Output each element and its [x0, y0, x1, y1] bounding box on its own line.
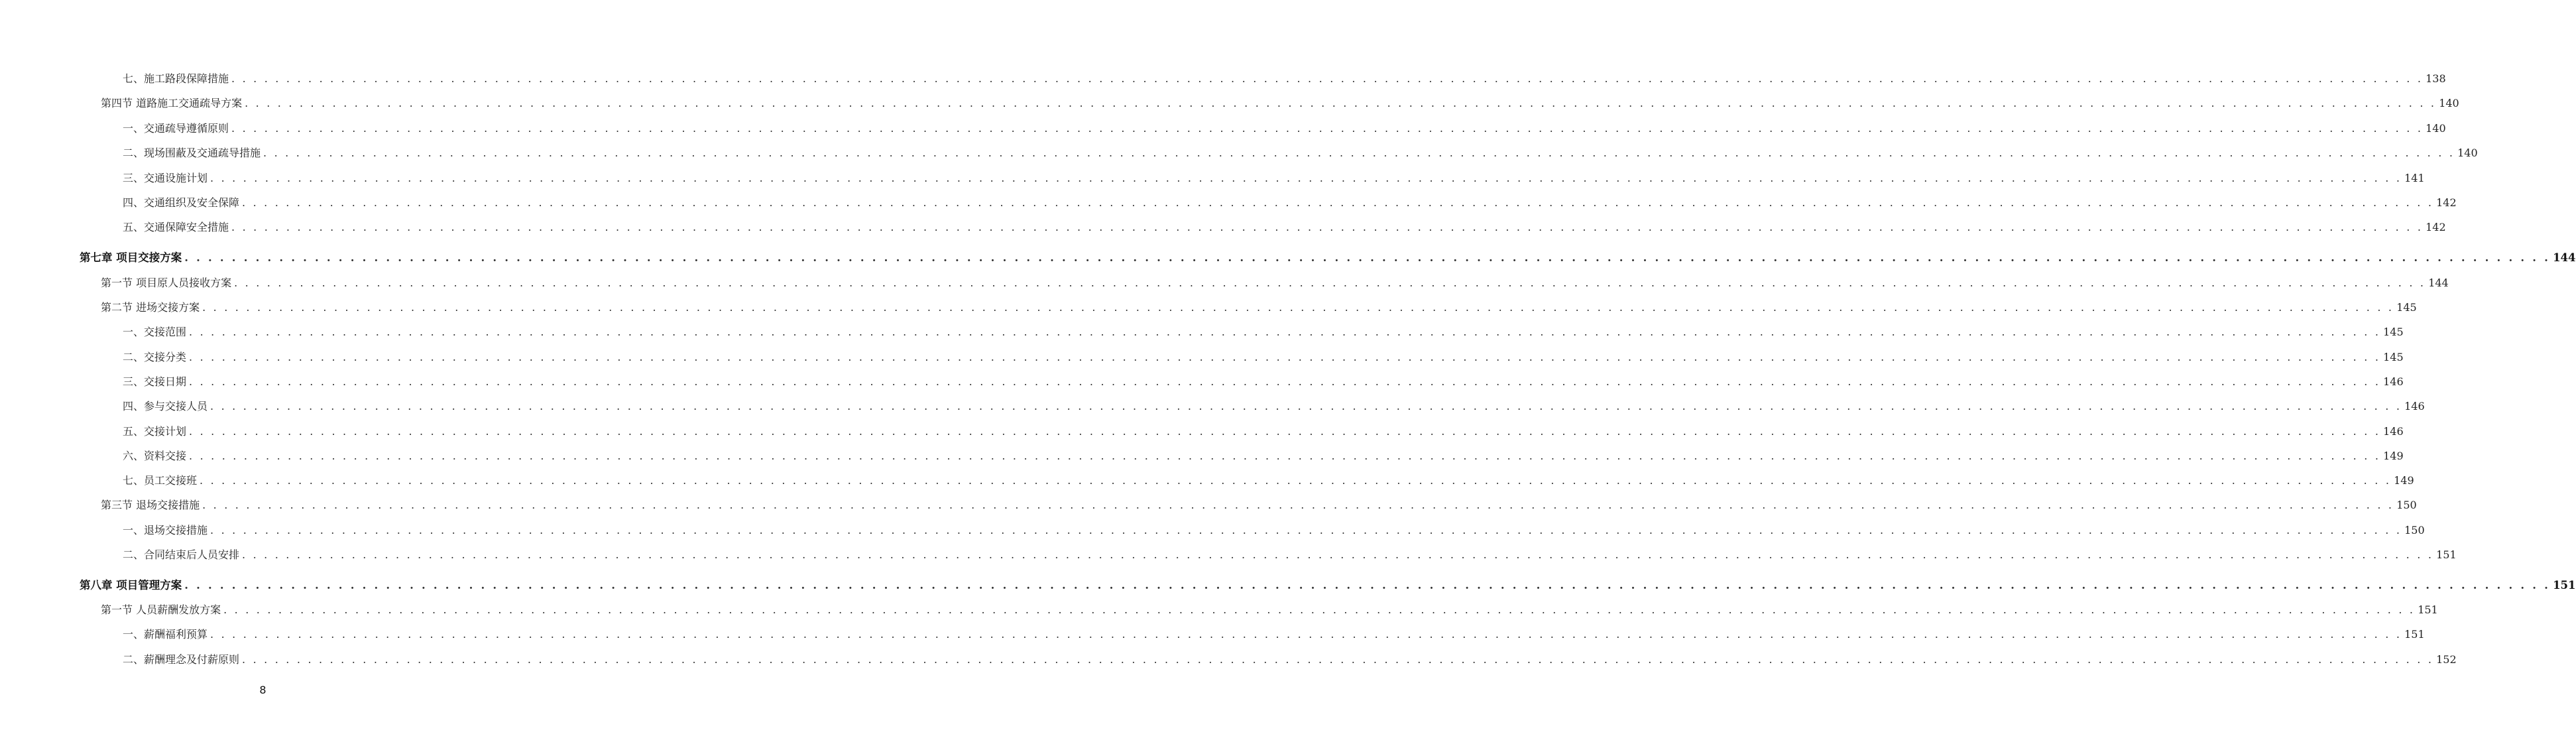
toc-entry-title: 一、薪酬福利预算 [123, 628, 208, 641]
toc-entry-page: 151 [2418, 603, 2438, 616]
toc-subsection-entry[interactable] [123, 171, 2425, 186]
dot-leader: . . . . . . . . . . . . . . . . . . . . . . . . . . . . . . . . . . . . . . . . . . . . . . . . . . . . . . . . . . . . . . . . . . . . . . . . . . . . . . . . . . . . . . . . . . . . . . . . . . . . . . . . . . . . . . . . . . . . . . . . . . . . . . . . . . . . . . . . . . . . . . . . . . . . . . . . . . . . . . . . . . . . . . . . . . . . . . . . . . . . . . . . . . . . . . . . . . . . . . . . [234, 277, 2426, 289]
toc-section-entry[interactable] [101, 96, 2459, 111]
toc-subsection-entry[interactable] [123, 473, 2414, 488]
toc-entry-title: 二、现场围蔽及交通疏导措施 [123, 147, 261, 159]
toc-entry-page: 151 [2404, 628, 2425, 641]
toc-entry-page: 144 [2428, 277, 2449, 289]
dot-leader: . . . . . . . . . . . . . . . . . . . . . . . . . . . . . . . . . . . . . . . . . . . . . . . . . . . . . . . . . . . . . . . . . . . . . . . . . . . . . . . . . . . . . . . . . . . . . . . . . . . . . . . . . . . . . . . . . . . . . . . . . . . . . . . . . . . . . . . . . . . . . . . . . . . . . . . . . . . . . . . . . . . . . . . . . . . . . . . . . . . . . . . . . . . . . . . . . . . . . . . . [189, 375, 2381, 388]
toc-subsection-entry[interactable] [123, 399, 2425, 414]
toc-entry-page: 150 [2396, 499, 2417, 511]
toc-subsection-entry[interactable] [123, 548, 2457, 562]
toc-section-entry[interactable] [101, 603, 2438, 617]
toc-section-entry[interactable] [101, 276, 2449, 290]
toc-subsection-entry[interactable] [123, 146, 2478, 160]
toc-entry-page: 145 [2396, 301, 2417, 314]
dot-leader: . . . . . . . . . . . . . . . . . . . . . . . . . . . . . . . . . . . . . . . . . . . . . . . . . . . . . . . . . . . . . . . . . . . . . . . . . . . . . . . . . . . . . . . . . . . . . . . . . . . . . . . . . . . . . . . . . . . . . . . . . . . . . . . . . . . . . . . . . . . . . . . . . . . . . . . . . . . . . . . . . . . . . . . . . . . . . . . . . . . . . . . . . . . . . . . . . . . . . . . . [210, 628, 2402, 641]
dot-leader: . . . . . . . . . . . . . . . . . . . . . . . . . . . . . . . . . . . . . . . . . . . . . . . . . . . . . . . . . . . . . . . . . . . . . . . . . . . . . . . . . . . . . . . . . . . . . . . . . . . . . . . . . . . . . . . . . . . . . . . . . . . . . . . . . . . . . . . . . . . . . . . . . . . . . . . . . . . . . . . . . . . . . . . . . . . . . . . . . . . . . . . . . . . . . . . . . . . . . . . . [189, 326, 2381, 338]
toc-entry-page: 146 [2383, 375, 2404, 388]
toc-subsection-entry[interactable] [123, 424, 2404, 439]
toc-entry-title: 五、交通保障安全措施 [123, 221, 229, 233]
dot-leader: . . . . . . . . . . . . . . . . . . . . . . . . . . . . . . . . . . . . . . . . . . . . . . . . . . . . . . . . . . . . . . . . . . . . . . . . . . . . . . . . . . . . . . . . . . . . . . . . . . . . . . . . . . . . . . . . . . . . . . . . . . . . . . . . . . . . . . . . . . . . . . . . . . . . . . . . . . . . . . . . . . . . . . . . . . . . . . . . . . . . . . . . . . . . . . . . . . . . . . . . [263, 147, 2455, 159]
toc-entry-title: 第三节 退场交接措施 [101, 499, 200, 511]
toc-subsection-entry[interactable] [123, 220, 2446, 235]
toc-entry-title: 四、参与交接人员 [123, 400, 208, 412]
toc-entry-page: 145 [2383, 326, 2404, 338]
toc-subsection-entry[interactable] [123, 121, 2446, 136]
toc-entry-page: 152 [2436, 653, 2457, 666]
toc-entry-page: 146 [2383, 425, 2404, 438]
dot-leader: . . . . . . . . . . . . . . . . . . . . . . . . . . . . . . . . . . . . . . . . . . . . . . . . . . . . . . . . . . . . . . . . . . . . . . . . . . . . . . . . . . . . . . . . . . . . . . . . . . . . . . . . . . . . . . . . . . . . . . . . . . . . . . . . . . . . . . . . . . . . . . . . . . . . . . . . . . . . . . . . . . . . . . . . . . . . . . . . . . . . . . . . . . . . . . . . . . . . . . . . [189, 425, 2381, 438]
toc-entry-page: 140 [2426, 122, 2446, 135]
dot-leader: . . . . . . . . . . . . . . . . . . . . . . . . . . . . . . . . . . . . . . . . . . . . . . . . . . . . . . . . . . . . . . . . . . . . . . . . . . . . . . . . . . . . . . . . . . . . . . . . . . . . . . . . . . . . . . . . . . . . . . . . . . . . . . . . . . . . . . . . . . . . . . . . . . . . . . . . . . . . . . . . . . . . . . . . . . . . . . . . . . . . . . . . . . . . . . . . . . . . . . . . [242, 653, 2434, 666]
dot-leader: . . . . . . . . . . . . . . . . . . . . . . . . . . . . . . . . . . . . . . . . . . . . . . . . . . . . . . . . . . . . . . . . . . . . . . . . . . . . . . . . . . . . . . . . . . . . . . . . . . . . . . . . . . . . . . . . . . . . . . . . . . . . . . . . . . . . . . . . . . . . . . . . . . . . . . . . . . . . . . . . . . . . . . . . . . . . . . . . . . . . . . . . . . . . . . . . . . . . . . . . [200, 474, 2392, 487]
toc-entry-title: 第七章 项目交接方案 [80, 251, 182, 264]
toc-section-entry[interactable] [101, 498, 2417, 513]
toc-entry-title: 七、施工路段保障措施 [123, 72, 229, 85]
toc-entry-title: 五、交接计划 [123, 425, 187, 438]
toc-entry-title: 三、交通设施计划 [123, 172, 208, 184]
dot-leader: . . . . . . . . . . . . . . . . . . . . . . . . . . . . . . . . . . . . . . . . . . . . . . . . . . . . . . . . . . . . . . . . . . . . . . . . . . . . . . . . . . . . . . . . . . . . . . . . . . . . . . . . . . . . . . . . . . . . . . . . . . . . . . . . . . . . . . . . . . . . . . . . . . . . . . . . . . . . . . . . . . . . . . . . . . . . . . . . . . . . . . . . . . . . . . . . . . . . . . . . [202, 301, 2394, 314]
toc-subsection-entry[interactable] [123, 325, 2404, 340]
toc-entry-title: 第八章 项目管理方案 [80, 579, 182, 591]
dot-leader: . . . . . . . . . . . . . . . . . . . . . . . . . . . . . . . . . . . . . . . . . . . . . . . . . . . . . . . . . . . . . . . . . . . . . . . . . . . . . . . . . . . . . . . . . . . . . . . . . . . . . . . . . . . . . . . . . . . . . . . . . . . . . . . . . . . . . . . . . . . . . . . . . . . . . . . . . . . . . . . . . . . . . . . . . . . . . . . . . . . . . . . . . . . . . . . . . . . . . . . . [189, 450, 2381, 462]
toc-entry-title: 一、交通疏导遵循原则 [123, 122, 229, 135]
toc-subsection-entry[interactable] [123, 350, 2404, 365]
dot-leader: . . . . . . . . . . . . . . . . . . . . . . . . . . . . . . . . . . . . . . . . . . . . . . . . . . . . . . . . . . . . . . . . . . . . . . . . . . . . . . . . . . . . . . . . . . . . . . . . . . . . . . . . . . . . . . . . . . . . . . . . . . . . . . . . . . . . . . . . . . . . . . . . . . . . . . . . . . . . . . . . . . . . . . . . . . . . . . . . . . . . . . . . . . . . . . . . . . . . . . . . [210, 524, 2402, 536]
dot-leader: . . . . . . . . . . . . . . . . . . . . . . . . . . . . . . . . . . . . . . . . . . . . . . . . . . . . . . . . . . . . . . . . . . . . . . . . . . . . . . . . . . . . . . . . . . . . . . . . . . . . . . . . . . . . . . . . . . . . . . . . . . . . . . . . . . . . . . . . . . . . . . . . . . . . . . . . . . . . . . . . . . . . . . . . . . . . . . . . . . . . . . . . . . . . . . . . . . . . . . . . [242, 196, 2434, 209]
dot-leader: . . . . . . . . . . . . . . . . . . . . . . . . . . . . . . . . . . . . . . . . . . . . . . . . . . . . . . . . . . . . . . . . . . . . . . . . . . . . . . . . . . . . . . . . . . . . . . . . . . . . . . . . . . . . . . . . . . . . . . . . . . . . . . . . . . . . . . . . . . . . . . . . . . . . . . . . . . . . . . . . . . . . . . . . . . . . . . . . . . . . . . . . . . . . . . . . . . . . . . . . [245, 97, 2437, 109]
toc-subsection-entry[interactable] [123, 523, 2425, 538]
toc-entry-title: 一、交接范围 [123, 326, 187, 338]
dot-leader: . . . . . . . . . . . . . . . . . . . . . . . . . . . . . . . . . . . . . . . . . . . . . . . . . . . . . . . . . . . . . . . . . . . . . . . . . . . . . . . . . . . . . . . . . . . . . . . . . . . . . . . . . . . . . . . . . . . . . . . . . . . . . . . . . . . . . . . . . . . . . . . . . . . . . . . . . . . . . . . . . . . . . . . . . . . . . . . . . . . . . . . . . . . . . . . . . . . . . . . . [202, 499, 2394, 511]
toc-entry-page: 142 [2436, 196, 2457, 209]
toc-subsection-entry[interactable] [123, 72, 2446, 86]
dot-leader: . . . . . . . . . . . . . . . . . . . . . . . . . . . . . . . . . . . . . . . . . . . . . . . . . . . . . . . . . . . . . . . . . . . . . . . . . . . . . . . . . . . . . . . . . . . . . . . . . . . . . . . . . . . . . . . . . . . . . . . . . . . . . . . . . . . . . . . . . . . . . . . . . . . . . . . . . . . . . . . . . . . . . . . . . . . . . . . . . . . . . . . . . . . . . . . . . . . . . . . . [210, 400, 2402, 412]
toc-entry-title: 六、资料交接 [123, 450, 187, 462]
toc-entry-title: 四、交通组织及安全保障 [123, 196, 240, 209]
toc-entry-title: 二、薪酬理念及付薪原则 [123, 653, 240, 666]
dot-leader: . . . . . . . . . . . . . . . . . . . . . . . . . . . . . . . . . . . . . . . . . . . . . . . . . . . . . . . . . . . . . . . . . . . . . . . . . . . . . . . . . . . . . . . . . . . . . . . . . . . . . . . . . . . . . . . . . . . . . . . . . . . . . . . . . . . . . . . . . . . . . . . . . . . . . . . . . . . . . . . . . . . . . . . . . . . . . . . . . . . . . . . . . . . . . . . . . . . . . . . . [210, 172, 2402, 184]
dot-leader: . . . . . . . . . . . . . . . . . . . . . . . . . . . . . . . . . . . . . . . . . . . . . . . . . . . . . . . . . . . . . . . . . . . . . . . . . . . . . . . . . . . . . . . . . . . . . . . . . . . . . . . . . . . . . . . . . . . . . . . . . . . . . . . . . . . . . . . . . . . . . . . . . . . . . . . . . . . . . . . . . . . . . . . . . . . . . . . . . . . . . . . . . . . . . . . . . . . . . . . . [231, 221, 2424, 233]
dot-leader: . . . . . . . . . . . . . . . . . . . . . . . . . . . . . . . . . . . . . . . . . . . . . . . . . . . . . . . . . . . . . . . . . . . . . . . . . . . . . . . . . . . . . . . . . . . . . . . . . . . . . . . . . . . . . . . . . . . . . . . . . . . . . . . . . . . . . . . . . . . . . . . . . . . . . . . . . . . . . . . . . . . . . . . . . . . . . . . . . . . . . . . . . . . . . . . . . . . . . . . . [184, 251, 2551, 264]
toc-entry-page: 150 [2404, 524, 2425, 536]
toc-entry-title: 第一节 项目原人员接收方案 [101, 277, 232, 289]
toc-entry-title: 第一节 人员薪酬发放方案 [101, 603, 221, 616]
dot-leader: . . . . . . . . . . . . . . . . . . . . . . . . . . . . . . . . . . . . . . . . . . . . . . . . . . . . . . . . . . . . . . . . . . . . . . . . . . . . . . . . . . . . . . . . . . . . . . . . . . . . . . . . . . . . . . . . . . . . . . . . . . . . . . . . . . . . . . . . . . . . . . . . . . . . . . . . . . . . . . . . . . . . . . . . . . . . . . . . . . . . . . . . . . . . . . . . . . . . . . . . [231, 72, 2424, 85]
dot-leader: . . . . . . . . . . . . . . . . . . . . . . . . . . . . . . . . . . . . . . . . . . . . . . . . . . . . . . . . . . . . . . . . . . . . . . . . . . . . . . . . . . . . . . . . . . . . . . . . . . . . . . . . . . . . . . . . . . . . . . . . . . . . . . . . . . . . . . . . . . . . . . . . . . . . . . . . . . . . . . . . . . . . . . . . . . . . . . . . . . . . . . . . . . . . . . . . . . . . . . . . [189, 351, 2381, 363]
toc-entry-title: 三、交接日期 [123, 375, 187, 388]
toc-entry-page: 141 [2404, 172, 2425, 184]
toc-entry-page: 140 [2457, 147, 2478, 159]
toc-subsection-entry[interactable] [123, 449, 2404, 464]
toc-entry-page: 149 [2394, 474, 2414, 487]
toc-entry-page: 151 [2553, 579, 2576, 591]
toc-entry-title: 二、交接分类 [123, 351, 187, 363]
toc-entry-title: 第四节 道路施工交通疏导方案 [101, 97, 243, 109]
toc-entry-title: 第二节 进场交接方案 [101, 301, 200, 314]
dot-leader: . . . . . . . . . . . . . . . . . . . . . . . . . . . . . . . . . . . . . . . . . . . . . . . . . . . . . . . . . . . . . . . . . . . . . . . . . . . . . . . . . . . . . . . . . . . . . . . . . . . . . . . . . . . . . . . . . . . . . . . . . . . . . . . . . . . . . . . . . . . . . . . . . . . . . . . . . . . . . . . . . . . . . . . . . . . . . . . . . . . . . . . . . . . . . . . . . . . . . . . . [231, 122, 2424, 135]
dot-leader: . . . . . . . . . . . . . . . . . . . . . . . . . . . . . . . . . . . . . . . . . . . . . . . . . . . . . . . . . . . . . . . . . . . . . . . . . . . . . . . . . . . . . . . . . . . . . . . . . . . . . . . . . . . . . . . . . . . . . . . . . . . . . . . . . . . . . . . . . . . . . . . . . . . . . . . . . . . . . . . . . . . . . . . . . . . . . . . . . . . . . . . . . . . . . . . . . . . . . . . . [184, 579, 2551, 591]
toc-entry-page: 138 [2426, 72, 2446, 85]
toc-subsection-entry[interactable] [123, 652, 2457, 667]
toc-entry-title: 一、退场交接措施 [123, 524, 208, 536]
dot-leader: . . . . . . . . . . . . . . . . . . . . . . . . . . . . . . . . . . . . . . . . . . . . . . . . . . . . . . . . . . . . . . . . . . . . . . . . . . . . . . . . . . . . . . . . . . . . . . . . . . . . . . . . . . . . . . . . . . . . . . . . . . . . . . . . . . . . . . . . . . . . . . . . . . . . . . . . . . . . . . . . . . . . . . . . . . . . . . . . . . . . . . . . . . . . . . . . . . . . . . . . [223, 603, 2416, 616]
toc-entry-page: 142 [2426, 221, 2446, 233]
toc-section-entry[interactable] [101, 300, 2417, 315]
toc-entry-page: 149 [2383, 450, 2404, 462]
toc-entry-title: 七、员工交接班 [123, 474, 198, 487]
toc-chapter-entry[interactable] [80, 251, 2576, 265]
toc-subsection-entry[interactable] [123, 627, 2425, 642]
toc-subsection-entry[interactable] [123, 375, 2404, 389]
dot-leader: . . . . . . . . . . . . . . . . . . . . . . . . . . . . . . . . . . . . . . . . . . . . . . . . . . . . . . . . . . . . . . . . . . . . . . . . . . . . . . . . . . . . . . . . . . . . . . . . . . . . . . . . . . . . . . . . . . . . . . . . . . . . . . . . . . . . . . . . . . . . . . . . . . . . . . . . . . . . . . . . . . . . . . . . . . . . . . . . . . . . . . . . . . . . . . . . . . . . . . . . [242, 548, 2434, 561]
toc-entry-page: 144 [2553, 251, 2576, 264]
toc-subsection-entry[interactable] [123, 196, 2457, 210]
toc-entry-page: 140 [2439, 97, 2459, 109]
toc-entry-page: 151 [2436, 548, 2457, 561]
toc-entry-page: 146 [2404, 400, 2425, 412]
page-number: 8 [259, 684, 266, 696]
toc-entry-page: 145 [2383, 351, 2404, 363]
toc-entry-title: 二、合同结束后人员安排 [123, 548, 240, 561]
toc-chapter-entry[interactable] [80, 578, 2576, 593]
